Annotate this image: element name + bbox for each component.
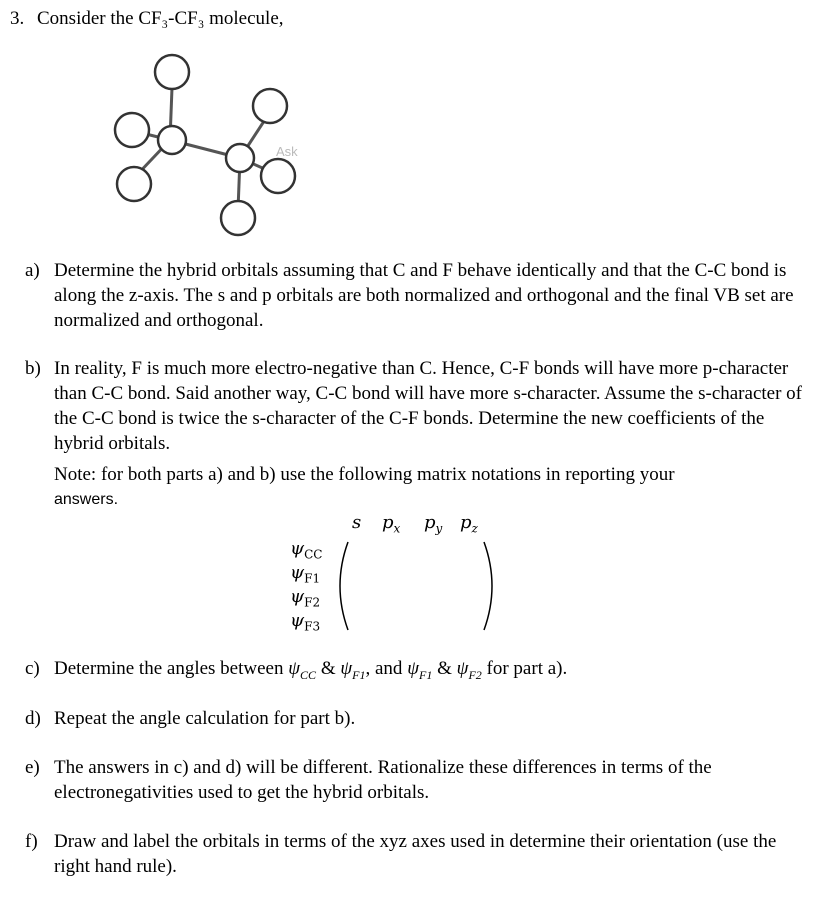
watermark: Ask [276,144,298,159]
psi-f1-second: $\psi_{F1}$ [407,658,433,682]
psi-cc: $\psi_{CC}$ [288,658,317,682]
matrix-col-s: s [352,512,362,533]
part-b [25,356,815,456]
part-d-text: Repeat the angle calculation for part b). [54,708,356,729]
ampersand: & [320,658,336,679]
part-d [25,706,815,731]
part-c-letter: c) [25,658,40,679]
matrix-row-f3: $\psi_{F3}$ [290,610,321,634]
part-a-letter: a) [25,260,40,281]
psi-f2: $\psi_{F2}$ [456,658,482,682]
part-e [25,755,815,805]
question-number: 3. [10,8,25,29]
matrix-col-py: $p_y$ [424,512,443,536]
ampersand-2: & [437,658,452,679]
matrix-row-cc: $\psi_{CC}$ [290,538,323,562]
part-c-text-after: for part a). [486,658,568,679]
and-word: , and [365,658,403,679]
part-c-text-before: Determine the angles between [54,658,284,679]
part-f-text: Draw and label the orbitals in terms of the xyz axes used in determine their orientation (use the right hand rule). [54,831,777,877]
part-b-letter: b) [25,358,41,379]
part-e-letter: e) [25,757,40,778]
part-e-text: The answers in c) and d) will be different. Rationalize these differences in terms of the electronegativities used to get the hybrid orbitals. [54,757,712,803]
part-a-text: Determine the hybrid orbitals assuming that C and F behave identically and that the C-C bond is along the z-axis. The s and p orbitals are both normalized and orthogonal and the final VB set are normalized and orthogonal. [54,260,794,331]
part-f [25,829,815,879]
question-text: Consider the CF₃-CF₃ molecule, [37,8,284,29]
matrix-notation [290,512,530,640]
part-c [25,656,815,688]
note [54,462,794,512]
note-line-1: Note: for both parts a) and b) use the following matrix notations in reporting your [54,464,675,485]
matrix-row-f1: $\psi_{F1}$ [290,562,321,586]
part-d-letter: d) [25,708,41,729]
matrix-row-f2: $\psi_{F2}$ [290,586,321,610]
part-f-letter: f) [25,831,38,852]
psi-f1: $\psi_{F1}$ [340,658,366,682]
part-a [25,258,815,333]
question-title [10,8,284,30]
matrix-parentheses [336,540,496,632]
part-b-text: In reality, F is much more electro-negative than C. Hence, C-F bonds will have more p-character than C-C bond. Said another way, C-C bond will have more s-character. Assume the s-character of the C-C bond is twice the s-character of the C-F bonds. Determine the new coefficients of the hybrid orbitals. [54,358,802,454]
cf3-molecule-diagram [108,50,318,240]
note-line-2: answers. [54,491,119,508]
matrix-col-px: $p_x$ [382,512,401,536]
matrix-col-pz: $p_z$ [460,512,478,536]
part-c-text [54,656,815,688]
